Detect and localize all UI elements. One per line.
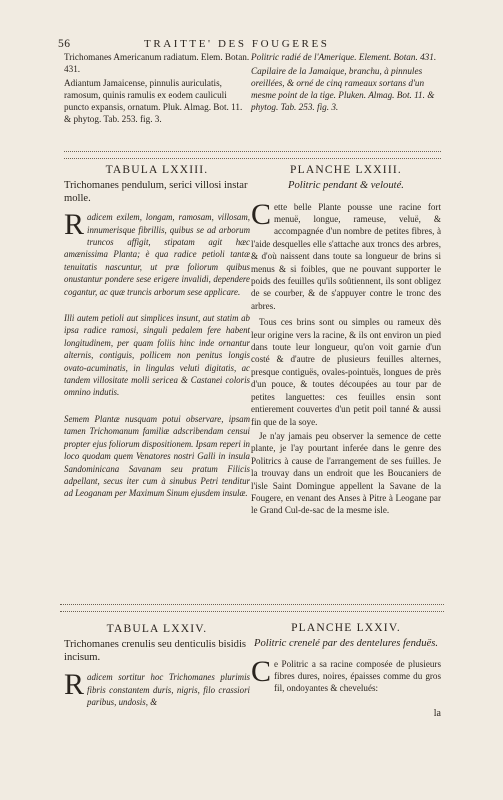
plate74-latin (64, 623, 250, 708)
french-paragraph (251, 197, 441, 313)
top-right-entry: Politric radié de l'Amerique. Element. Botan. 431. (251, 52, 437, 62)
tabula-heading: TABULA LXXIV. (106, 623, 208, 635)
latin-species-name: Trichomanes pendulum, serici villosi instar molle. (64, 180, 248, 204)
tabula-heading: TABULA LXXIII. (105, 164, 209, 176)
french-paragraph-text: ette belle Plante pousse une racine fort menuë, longue, rameuse, veluë, & accompagnée d'un nombre de petites fibres, à l'aide desquelles elle s'attache aux troncs des arbres, & d'où naissent dans toute sa longueur de brins si menus & si foibles, que ne pouvant supporter le poids des feuilles qu'ils soûtiennent, ils sont obligez de se courber, & de s'appuyer contre le tronc des arbres. (251, 201, 441, 311)
drop-cap: C (251, 197, 272, 231)
top-left-entry: Trichomanes Americanum radiatum. Elem. Botan. 431. (64, 52, 250, 74)
french-paragraph (251, 654, 441, 695)
latin-paragraph (64, 668, 250, 708)
latin-paragraph: Illi autem petioli aut simplices insunt, aut statim ab ipsa radice ramosi, singuli pedalem fere habent longitudinem, per quam foliis hinc inde ornantur alternis, contiguis, pollicem non penitus longis ovato-acuminatis, in lingulas veluti digitatis, ac tandem villositate molli sericea & Castanei coloris omnino indutis. (64, 313, 250, 398)
catchword: la (433, 708, 441, 719)
french-species-name: Politric crenelé par des dentelures fenduës. (254, 638, 438, 649)
plate73-latin (64, 164, 250, 500)
top-right-entry: Capilaire de la Jamaique, branchu, à pinnules oreillées, & orné de cinq rameaux sortans d'un mesme point de la tige. Pluken. Almag. Bot. 11. & phytog. Tab. 253. fig. 3. (251, 66, 435, 112)
planche-heading: PLANCHE LXXIV. (291, 622, 401, 634)
planche-heading: PLANCHE LXXIII. (290, 164, 402, 176)
top-left-entry: Adiantum Jamaicense, pinnulis auriculatis, ramosum, quinis ramulis ex eodem cauliculi puncto expansis, ornatum. Pluk. Almag. Bot. 11. & phytog. Tab. 253. fig. 3. (64, 78, 243, 124)
ornamental-rule (64, 151, 441, 159)
latin-paragraph-text: adicem sortitur hoc Trichomanes plurimis fibris constantem duris, nigris, filo crassiori paribus, undosis, & (87, 672, 250, 707)
latin-species-name: Trichomanes crenulis seu denticulis bisidis incisum. (64, 639, 247, 663)
drop-cap: R (64, 668, 85, 702)
french-species-name: Politric pendant & velouté. (288, 180, 404, 191)
top-right-block (251, 51, 441, 113)
top-left-block (64, 51, 250, 125)
drop-cap: C (251, 654, 272, 688)
plate73-french (251, 164, 441, 517)
page-number: 56 (58, 38, 71, 50)
latin-paragraph: Semem Plantæ nusquam potui observare, ipsam tamen Trichomanum familiæ adscribendam censui propter ejus foliorum dispositionem. Ipsam reperi in loco quodam quem Venatores nostri Galli in insula Sandominicana Savanam seu pratum Filicis adpellant, secus iter cum à sinubus Petri tenditur ad Leoganam per Maximum Sinum ejusdem insulæ. (64, 413, 250, 499)
french-paragraph-text: e Politric a sa racine composée de plusieurs fibres dures, noires, épaisses comme du gros fil, ondoyantes & chevelués: (274, 658, 441, 694)
latin-paragraph-text: adicem exilem, longam, ramosam, villosam, innumerisque fibrillis, quibus se ad arborum truncos affigit, stipatam agit hæc amænissima Planta; è qua radice petioli tantæ tenuitatis nascuntur, ut præ foliorum quibus onustantur pondere sese erigere invalidi, dependere cogantur, ac quæ truncis arborum sese applicare. (64, 212, 250, 297)
ornamental-rule (60, 604, 444, 612)
drop-cap: R (64, 208, 85, 242)
running-title: TRAITTE' DES FOUGERES (144, 38, 330, 50)
french-paragraph: Tous ces brins sont ou simples ou rameux dès leur origine vers la racine, & ils ont environ un pied dans toute leur longueur, qu'on voit garnie d'un costé & d'autre de plusieurs feuilles alternes, presque contiguës, ovales-pointuës, longues de près d'un pouce, & toutes découpées au tour par de petites languettes: ces feuilles ensin sont entierement couvertes d'un petit poil tanné & aussi fin que de la soye. (251, 317, 441, 427)
latin-paragraph (64, 208, 250, 298)
french-paragraph: Je n'ay jamais peu observer la semence de cette plante, je l'ay pourtant inferée dans le genre des Politrics à cause de l'arrangement de ses fuilles. Je la trouvay dans un endroit que les Boucaniers de l'isle Saint Domingue appellent la Savane de la Fougere, en venant des Anses à Pitre à Leogane par le Grand Cul-de-sac de la mesme isle. (251, 430, 441, 516)
plate74-french (251, 622, 441, 695)
